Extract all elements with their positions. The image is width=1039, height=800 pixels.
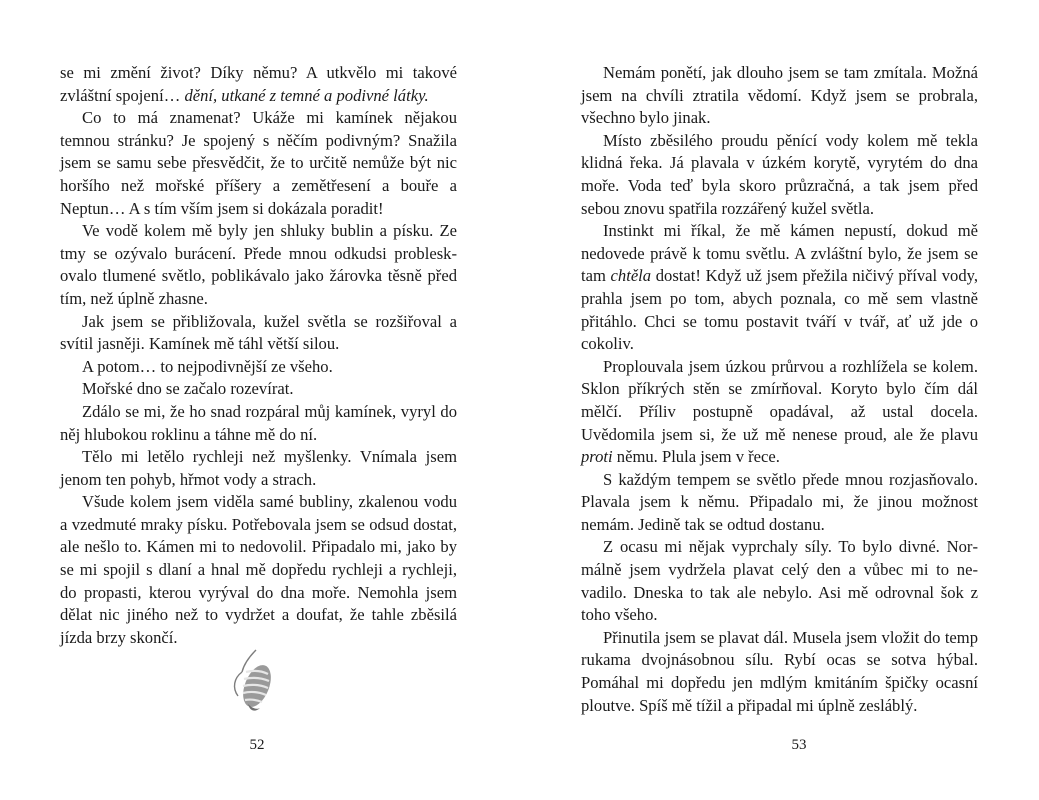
- paragraph: Tělo mi letělo rychleji než myšlenky. Vnímala jsem jenom ten pohyb, hřmot vody a strach.: [60, 447, 457, 489]
- paragraph: Místo zběsilého proudu pěnící vody kolem mě tekla klidná řeka. Já plavala v úzkém korytě, vyrytém do dna moře. Voda teď byla skoro průzračná, a tak jsem před sebou znovu spatřila rozzářený kužel světla.: [581, 130, 978, 218]
- paragraph: Mořské dno se začalo rozevírat.: [82, 379, 294, 399]
- paragraph: A potom… to nejpodivnější ze všeho.: [82, 356, 333, 376]
- paragraph: Přinutila jsem se plavat dál. Musela jsem vložit do temp rukama dvojnásobnou sílu. Rybí ocas se sotva hýbal. Pomáhal mi dopředu jen mdlým kmitáním špičky ocasní ploutve. Spíš mě tížil a připadal mi úplně zesláblý.: [581, 627, 978, 715]
- paragraph: Jak jsem se přibližovala, kužel světla se rozšiřoval a svítil jasněji. Kamínek mě táhl větší silou.: [60, 311, 457, 354]
- paragraph: Z ocasu mi nějak vyprchaly síly. To bylo divné. Normálně jsem vydržela plavat celý den a vůbec mi to nevadilo. Dneska to tak ale nebylo. Asi mě odrovnal šok z toho všeho.: [581, 537, 978, 625]
- paragraph: Co to má znamenat? Ukáže mi kamínek nějakou temnou stránku? Je spojený s něčím podivným? Snažila jsem se samu sebe přesvědčit, že to určitě nemůže být nic horšího než mořské příšery a zemětřesení a bouře a Neptun… A s tím vším jsem si dokázala poradit!: [60, 108, 457, 218]
- paragraph: Zdálo se mi, že ho snad rozpáral můj kamínek, vyryl do něj hlubokou roklinu a táhne mě do ní.: [60, 401, 457, 444]
- italic-text: chtěla: [610, 266, 652, 286]
- paragraph: S každým tempem se světlo přede mnou rozjasňovalo. Plavala jsem k němu. Připadalo mi, že jinou možnost nemám. Jedině tak se odtud dostanu.: [581, 469, 978, 534]
- italic-text: dění, utkané z temné a podivné látky.: [184, 85, 429, 105]
- paragraph: Ve vodě kolem mě byly jen shluky bublin a písku. Ze tmy se ozývalo burácení. Přede mnou odkudsi probleskovalo tlumené světlo, poblikávalo jako žárovka těsně před tím, než úplně zhasne.: [60, 221, 457, 308]
- left-page-text: [60, 62, 457, 649]
- right-page-text: [581, 62, 978, 717]
- paragraph: Nemám ponětí, jak dlouho jsem se tam zmítala. Možná jsem na chvíli ztratila vědomí. Když jsem se probrala, všechno bylo jinak.: [581, 63, 978, 128]
- paragraph: Instinkt mi říkal, že mě kámen nepustí, dokud mě nedovede právě k tomu světlu. A zvláštní bylo, že jsem se tam chtěla dostat! Když už jsem přežila ničivý příval vody, prahla jsem po tom, abych poznala, co mě sem vlastně přitáhlo. Chci se tomu postavit tváří v tvář, ať už jde o cokoliv.: [581, 221, 979, 354]
- shell-ornament-icon: [226, 646, 282, 716]
- paragraph: se mi změní život? Díky němu? A utkvělo mi takové zvláštní spojení… dění, utkané z temné a podivné látky.: [60, 63, 457, 105]
- right-page: [519, 0, 1039, 800]
- page-number: 53: [791, 737, 807, 753]
- left-page: [0, 0, 519, 800]
- page-number: 52: [249, 737, 265, 753]
- italic-text: proti: [581, 447, 613, 467]
- paragraph: Proplouvala jsem úzkou průrvou a rozhlížela se kolem. Sklon příkrých stěn se zmírňoval. Koryto bylo čím dál mělčí. Příliv postupně opadával, až ustal docela. Uvědomila jsem si, že už mě nenese proud, ale že plavu proti němu. Plula jsem v řece.: [581, 356, 978, 467]
- paragraph: Všude kolem jsem viděla samé bubliny, zkalenou vodu a vzedmuté mraky písku. Potřebovala jsem se odsud dostat, ale nešlo to. Kámen mi to nedovolil. Připadalo mi, jako by se mi spojil s dlaní a hnal mě dopředu rychleji a rychleji, do propasti, kterou vyrýval do dna moře. Nemohla jsem dělat nic jiného než to vydržet a doufat, že tahle zběsilá jízda brzy skončí.: [60, 492, 457, 647]
